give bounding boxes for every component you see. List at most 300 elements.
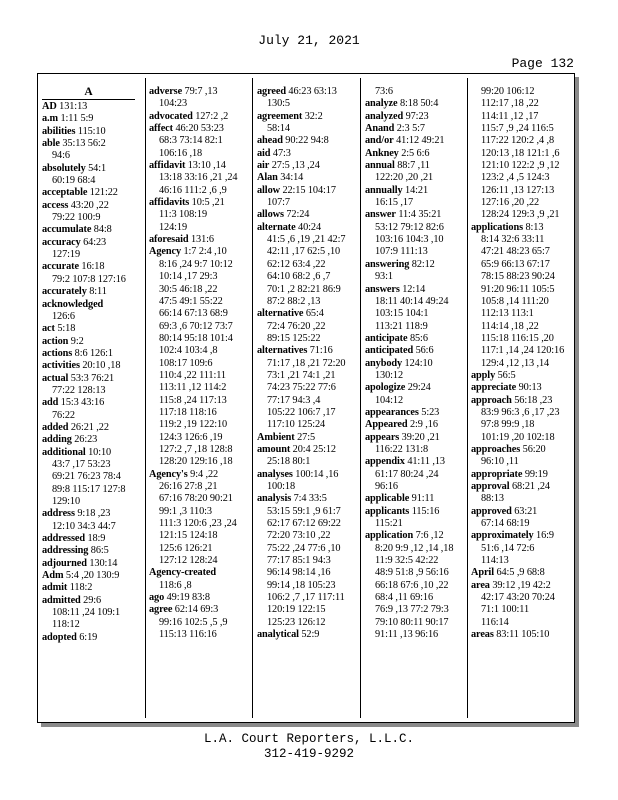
index-entry-continuation: [257, 123, 358, 135]
index-entry-continuation: [471, 160, 572, 172]
page-line-refs: 120:19 122:15: [267, 604, 326, 616]
index-entry: [149, 197, 250, 209]
index-entry: [42, 101, 143, 113]
index-entry: [365, 382, 466, 394]
index-entry: [365, 419, 466, 431]
page-line-refs: 114:11 ,12 ,17: [481, 110, 539, 122]
index-entry-continuation: [365, 234, 466, 246]
index-entry: [42, 533, 143, 545]
page-line-refs: 102:4 103:4 ,8: [159, 345, 218, 357]
index-term: admit: [42, 582, 68, 594]
index-entry: [149, 592, 250, 604]
page-line-refs: 100:18: [267, 481, 296, 492]
index-entry-continuation: [149, 506, 250, 518]
page-line-refs: 75:22 ,24 77:6 ,10: [267, 542, 341, 554]
index-term: addressed: [42, 533, 85, 545]
index-entry-continuation: [257, 456, 358, 468]
index-entry-continuation: [471, 172, 572, 184]
index-entry-continuation: [365, 555, 466, 567]
index-entry-continuation: [257, 271, 358, 283]
page-line-refs: 27:5: [294, 431, 316, 443]
index-entry-continuation: [149, 284, 250, 296]
index-entry-continuation: [149, 345, 250, 357]
index-entry-continuation: [42, 150, 143, 162]
page-line-refs: 47:5 49:1 55:22: [159, 295, 223, 307]
index-entry: [257, 308, 358, 320]
page-line-refs: 129:10: [52, 496, 81, 507]
index-entry-continuation: [471, 209, 572, 221]
page-line-refs: 113:11 ,12 114:2: [159, 382, 227, 394]
index-entry-continuation: [149, 209, 250, 221]
index-entry-continuation: [257, 592, 358, 604]
page-line-refs: 63:21: [511, 505, 538, 517]
footer: [0, 732, 618, 762]
page-line-refs: 72:20 73:10 ,22: [267, 530, 331, 542]
index-entry-continuation: [471, 419, 572, 431]
index-entry-continuation: [471, 617, 572, 629]
page-line-refs: 106:16 ,18: [159, 147, 203, 159]
page-line-refs: 104:12: [375, 394, 404, 406]
index-term: anybody: [365, 357, 403, 369]
index-term: air: [257, 160, 270, 172]
index-entry-continuation: [149, 382, 250, 394]
page-line-refs: 94:6: [52, 150, 70, 162]
page-line-refs: 99:1 ,3 110:3: [159, 505, 212, 517]
index-entry-continuation: [365, 481, 466, 493]
page-line-refs: 86:5: [88, 545, 109, 557]
index-entry-continuation: [42, 459, 143, 471]
page-line-refs: 127:2 ,7 ,18 128:8: [159, 443, 233, 455]
page-line-refs: 99:16 102:5 ,5 ,9: [159, 616, 228, 628]
index-entry-continuation: [149, 444, 250, 456]
index-term: accuracy: [42, 236, 81, 248]
page-line-refs: 79:22 100:9: [52, 212, 101, 224]
index-entry: [365, 135, 466, 147]
column-divider: [145, 78, 146, 718]
index-term: analysis: [257, 493, 292, 505]
page-line-refs: 51:6 ,14 72:6: [481, 542, 535, 554]
page-line-refs: 40:24: [295, 221, 321, 233]
page-line-refs: 53:12 79:12 82:6: [375, 221, 444, 233]
index-entry: [365, 506, 466, 518]
column-divider: [467, 78, 468, 718]
index-entry-continuation: [365, 370, 466, 382]
index-term: Appeared: [365, 419, 408, 431]
index-entry: [365, 284, 466, 296]
index-entry-continuation: [471, 284, 572, 296]
page-line-refs: 60:19 68:4: [52, 175, 96, 187]
index-entry-continuation: [365, 197, 466, 209]
header-date: July 21, 2021: [258, 33, 360, 48]
index-entry-continuation: [365, 86, 466, 98]
index-column-1: [42, 86, 143, 716]
index-entry: [42, 595, 143, 607]
index-term: area: [471, 579, 490, 591]
index-entry: [365, 456, 466, 468]
index-entry-continuation: [471, 185, 572, 197]
page-line-refs: 103:16 104:3 ,10: [375, 234, 444, 246]
index-entry: [471, 469, 572, 481]
index-entry: [42, 286, 143, 298]
index-term: analyses: [257, 468, 293, 480]
index-entry-continuation: [149, 148, 250, 160]
index-term: Agency: [149, 246, 182, 258]
page-line-refs: 8:16 ,24 9:7 10:12: [159, 258, 233, 270]
index-entry: [365, 148, 466, 160]
index-term: access: [42, 199, 69, 211]
page-line-refs: 129:4 ,12 ,13 ,14: [481, 357, 550, 369]
page-line-refs: 8:20 9:9 ,12 ,14 ,18: [375, 542, 454, 554]
index-term: action: [42, 335, 69, 347]
page-line-refs: 130:5: [267, 98, 290, 110]
index-entry-continuation: [471, 407, 572, 419]
page-line-refs: 11:3 108:19: [159, 209, 208, 221]
page-line-refs: 68:3 73:14 82:1: [159, 135, 223, 147]
page-line-refs: 117:18 118:16: [159, 406, 217, 418]
page-line-refs: 79:7 ,13: [182, 86, 218, 97]
page-line-refs: 64:10 68:2 ,6 ,7: [267, 271, 331, 283]
index-entry: [42, 163, 143, 175]
index-entry: [42, 632, 143, 644]
page-line-refs: 64:23: [80, 236, 107, 248]
index-term: analytical: [257, 629, 299, 641]
page-line-refs: 111:3 120:6 ,23 ,24: [159, 518, 237, 530]
index-entry: [471, 382, 572, 394]
page-line-refs: 15:3 43:16: [58, 397, 105, 409]
page-line-refs: 103:15 104:1: [375, 308, 429, 320]
page-line-refs: 71:17 ,18 ,21 72:20: [267, 357, 346, 369]
page-line-refs: 119:2 ,19 122:10: [159, 419, 228, 431]
page-line-refs: 56:18 ,23: [511, 394, 553, 406]
index-term: advocated: [149, 110, 193, 122]
index-entry-continuation: [471, 123, 572, 135]
index-entry-continuation: [149, 296, 250, 308]
index-term: ahead: [257, 135, 283, 147]
index-entry-continuation: [257, 98, 358, 110]
page-line-refs: 43:7 ,17 53:23: [52, 458, 111, 470]
index-term: AD: [42, 101, 57, 112]
page-line-refs: 67:16 78:20 90:21: [159, 493, 233, 505]
index-entry: [471, 506, 572, 518]
index-entry: [257, 111, 358, 123]
index-term: approval: [471, 481, 510, 492]
index-term: adverse: [149, 86, 183, 97]
index-entry: [365, 185, 466, 197]
index-term: approaches: [471, 443, 521, 455]
page-line-refs: 120:13 ,18 121:1 ,6: [481, 147, 560, 159]
page-line-refs: 130:12: [375, 369, 404, 381]
page-line-refs: 8:11: [86, 286, 107, 298]
index-term: acknowledged: [42, 298, 104, 310]
index-entry: [471, 580, 572, 592]
index-entry-continuation: [257, 370, 358, 382]
index-entry-continuation: [42, 274, 143, 286]
index-entry: [365, 98, 466, 110]
page-line-refs: 2:9 ,16: [407, 419, 438, 431]
index-entry: [42, 545, 143, 557]
index-term: accurate: [42, 261, 79, 273]
index-term: application: [365, 530, 414, 542]
index-term: adding: [42, 434, 72, 446]
index-entry: [365, 530, 466, 542]
column-divider: [252, 78, 253, 718]
index-entry-continuation: [365, 580, 466, 592]
index-entry-continuation: [149, 629, 250, 641]
index-entry-continuation: [257, 296, 358, 308]
index-entry-continuation: [149, 530, 250, 542]
index-entry: [471, 395, 572, 407]
page-line-refs: 90:13: [516, 382, 542, 394]
index-entry-continuation: [471, 555, 572, 567]
index-term: Ambient: [257, 431, 295, 443]
page-line-refs: 114:13: [481, 555, 509, 567]
page-line-refs: 118:6 ,8: [159, 579, 192, 591]
index-entry-continuation: [471, 604, 572, 616]
index-entry: [257, 222, 358, 234]
page-line-refs: 41:5 ,6 ,19 ,21 42:7: [267, 234, 346, 246]
index-column-5: [471, 86, 572, 716]
index-entry: [365, 259, 466, 271]
page-line-refs: 99:14 ,18 105:23: [267, 579, 336, 591]
index-entry: [257, 172, 358, 184]
page-line-refs: 105:8 ,14 111:20: [481, 295, 549, 307]
index-term: adopted: [42, 631, 77, 643]
index-entry-continuation: [365, 222, 466, 234]
index-entry-continuation: [149, 555, 250, 567]
page-line-refs: 62:14 69:3: [172, 604, 219, 616]
page-line-refs: 72:24: [283, 209, 310, 221]
index-term: applications: [471, 221, 524, 233]
index-entry: [149, 604, 250, 616]
index-entry: [42, 187, 143, 199]
page-line-refs: 12:14: [399, 283, 426, 295]
index-term: alternative: [257, 308, 304, 320]
index-entry-continuation: [365, 246, 466, 258]
index-entry: [257, 209, 358, 221]
page-line-refs: 29:24: [405, 382, 431, 394]
index-entry-continuation: [257, 197, 358, 209]
page-line-refs: 131:13: [56, 101, 88, 112]
index-term: answers: [365, 283, 400, 295]
index-entry-continuation: [365, 629, 466, 641]
index-term: affidavit: [149, 160, 186, 172]
page-line-refs: 29:6: [80, 594, 102, 606]
index-term: actual: [42, 372, 69, 384]
page-line-refs: 68:4 ,11 69:16: [375, 592, 433, 604]
index-entry-continuation: [42, 249, 143, 261]
page-line-refs: 76:22: [52, 409, 75, 421]
index-entry: [365, 123, 466, 135]
index-entry: [471, 629, 572, 641]
index-entry-continuation: [42, 212, 143, 224]
page-line-refs: 16:15 ,17: [375, 197, 413, 209]
index-term: a.m: [42, 113, 59, 125]
page-line-refs: 53:3 76:21: [68, 372, 115, 384]
index-term: applicable: [365, 493, 410, 505]
index-entry-continuation: [257, 555, 358, 567]
index-entry: [149, 160, 250, 172]
index-entry-continuation: [149, 481, 250, 493]
index-entry: [365, 111, 466, 123]
page-line-refs: 18:9: [84, 533, 106, 545]
index-term: amount: [257, 443, 291, 455]
page-line-refs: 110:4 ,22 111:11: [159, 369, 226, 381]
page-line-refs: 10:10: [85, 446, 112, 458]
index-entry-continuation: [365, 518, 466, 530]
index-entry: [365, 358, 466, 370]
index-entry: [257, 148, 358, 160]
page-line-refs: 108:11 ,24 109:1: [52, 607, 121, 619]
index-entry: [257, 86, 358, 98]
page-line-refs: 10:14 ,17 29:3: [159, 271, 218, 283]
page-line-refs: 8:6 126:1: [72, 347, 113, 359]
page-line-refs: 7:4 33:5: [291, 493, 327, 505]
index-entry: [149, 469, 250, 481]
index-entry: [149, 246, 250, 258]
page-line-refs: 35:13 56:2: [59, 138, 106, 150]
court-reporter-phone: 312-419-9292: [263, 747, 354, 761]
index-term: appreciate: [471, 382, 517, 394]
index-entry: [42, 237, 143, 249]
index-entry: [42, 224, 143, 236]
index-term: apply: [471, 369, 496, 381]
index-entry-continuation: [149, 580, 250, 592]
page-line-refs: 124:3 126:6 ,19: [159, 431, 223, 443]
page-line-refs: 52:9: [298, 629, 320, 641]
page-line-refs: 69:21 76:23 78:4: [52, 471, 121, 483]
index-entry: [471, 567, 572, 579]
index-entry-continuation: [471, 543, 572, 555]
page-line-refs: 47:21 48:23 65:7: [481, 246, 550, 258]
page-line-refs: 61:17 80:24 ,24: [375, 468, 439, 480]
page-line-refs: 79:2 107:8 127:16: [52, 273, 126, 285]
page-line-refs: 66:14 67:13 68:9: [159, 308, 228, 320]
page-line-refs: 78:15 88:23 90:24: [481, 271, 555, 283]
page-line-refs: 112:13 113:1: [481, 308, 534, 320]
page-line-refs: 73:6: [375, 86, 393, 97]
page-line-refs: 108:17 109:6: [159, 357, 213, 369]
index-entry-continuation: [365, 543, 466, 555]
index-entry-continuation: [257, 604, 358, 616]
index-entry-continuation: [149, 222, 250, 234]
index-entry-continuation: [149, 395, 250, 407]
index-entry-continuation: [149, 432, 250, 444]
page-line-refs: 34:14: [277, 172, 304, 184]
page-line-refs: 65:4: [303, 308, 324, 320]
index-entry: [149, 86, 250, 98]
page-line-refs: 125:6 126:21: [159, 542, 213, 554]
index-entry: [149, 234, 250, 246]
index-entry: [257, 185, 358, 197]
page-line-refs: 42:17 43:20 70:24: [481, 592, 555, 604]
index-entry-continuation: [471, 432, 572, 444]
index-entry-continuation: [149, 456, 250, 468]
page-line-refs: 27:5 ,13 ,24: [269, 160, 320, 172]
page-line-refs: 9:2: [68, 335, 84, 347]
index-entry-continuation: [149, 185, 250, 197]
index-term: actions: [42, 347, 73, 359]
index-entry-continuation: [149, 543, 250, 555]
page-line-refs: 48:9 51:8 ,9 56:16: [375, 567, 449, 579]
page-line-refs: 9:4 ,22: [187, 468, 219, 480]
page-line-refs: 71:16: [307, 345, 333, 357]
page-line-refs: 87:2 88:2 ,13: [267, 295, 321, 307]
page-line-refs: 89:15 125:22: [267, 332, 321, 344]
index-entry-continuation: [257, 419, 358, 431]
page-line-refs: 112:17 ,18 ,22: [481, 98, 539, 110]
index-entry-continuation: [365, 444, 466, 456]
index-term: analyze: [365, 98, 398, 110]
index-entry-continuation: [149, 407, 250, 419]
page-line-refs: 128:24 129:3 ,9 ,21: [481, 209, 560, 221]
index-term: annual: [365, 160, 395, 172]
index-entry-continuation: [42, 385, 143, 397]
index-term: able: [42, 138, 60, 150]
index-entry-continuation: [471, 296, 572, 308]
index-entry-continuation: [42, 496, 143, 508]
page-line-refs: 22:15 104:17: [279, 184, 336, 196]
index-entry-continuation: [365, 395, 466, 407]
index-entry-continuation: [471, 333, 572, 345]
page-line-refs: 93:1: [375, 271, 393, 283]
page-line-refs: 127:12 128:24: [159, 555, 218, 567]
page-line-refs: 117:10 125:24: [267, 419, 326, 431]
page-line-refs: 126:11 ,13 127:13: [481, 184, 555, 196]
page-line-refs: 30:5 46:18 ,22: [159, 283, 218, 295]
index-term: appears: [365, 431, 400, 443]
index-entry-continuation: [365, 469, 466, 481]
page-line-refs: 10:5 ,21: [189, 197, 225, 209]
page-line-refs: 5:23: [418, 406, 440, 418]
page-line-refs: 127:2 ,2: [192, 110, 229, 122]
page-line-refs: 6:19: [76, 631, 98, 643]
page-line-refs: 99:19: [522, 468, 548, 480]
index-entry-continuation: [257, 407, 358, 419]
page-line-refs: 85:6: [407, 332, 428, 344]
index-column-3: [257, 86, 358, 716]
page-line-refs: 56:5: [495, 369, 516, 381]
index-entry-continuation: [471, 86, 572, 98]
page-line-refs: 97:8 99:9 ,18: [481, 419, 535, 431]
column-divider: [360, 78, 361, 718]
page-line-refs: 62:12 63:4 ,22: [267, 258, 326, 270]
index-entry: [257, 469, 358, 481]
index-term: Alan: [257, 172, 278, 184]
index-entry-continuation: [42, 410, 143, 422]
page-line-refs: 77:17 85:1 94:3: [267, 555, 331, 567]
index-entry: [471, 444, 572, 456]
page-line-refs: 118:2: [67, 582, 93, 594]
page-line-refs: 115:13 116:16: [159, 629, 217, 641]
page-line-refs: 65:9 66:13 67:17: [481, 258, 550, 270]
index-entry-continuation: [257, 518, 358, 530]
page-line-refs: 96:14 98:14 ,16: [267, 567, 331, 579]
index-term: applicants: [365, 505, 410, 517]
index-entry: [471, 481, 572, 493]
index-term: approved: [471, 505, 512, 517]
index-entry-continuation: [257, 259, 358, 271]
index-entry-continuation: [257, 284, 358, 296]
page-line-refs: 117:1 ,14 ,24 120:16: [481, 345, 565, 357]
page-line-refs: 116:14: [481, 616, 509, 628]
index-term: abilities: [42, 125, 76, 137]
index-entry: [42, 200, 143, 212]
index-entry-continuation: [149, 271, 250, 283]
page-line-refs: 69:3 ,6 70:12 73:7: [159, 320, 233, 332]
page-line-refs: 43:20 ,22: [68, 199, 109, 211]
page-line-refs: 8:13: [523, 221, 544, 233]
index-term: Ankney: [365, 147, 399, 159]
